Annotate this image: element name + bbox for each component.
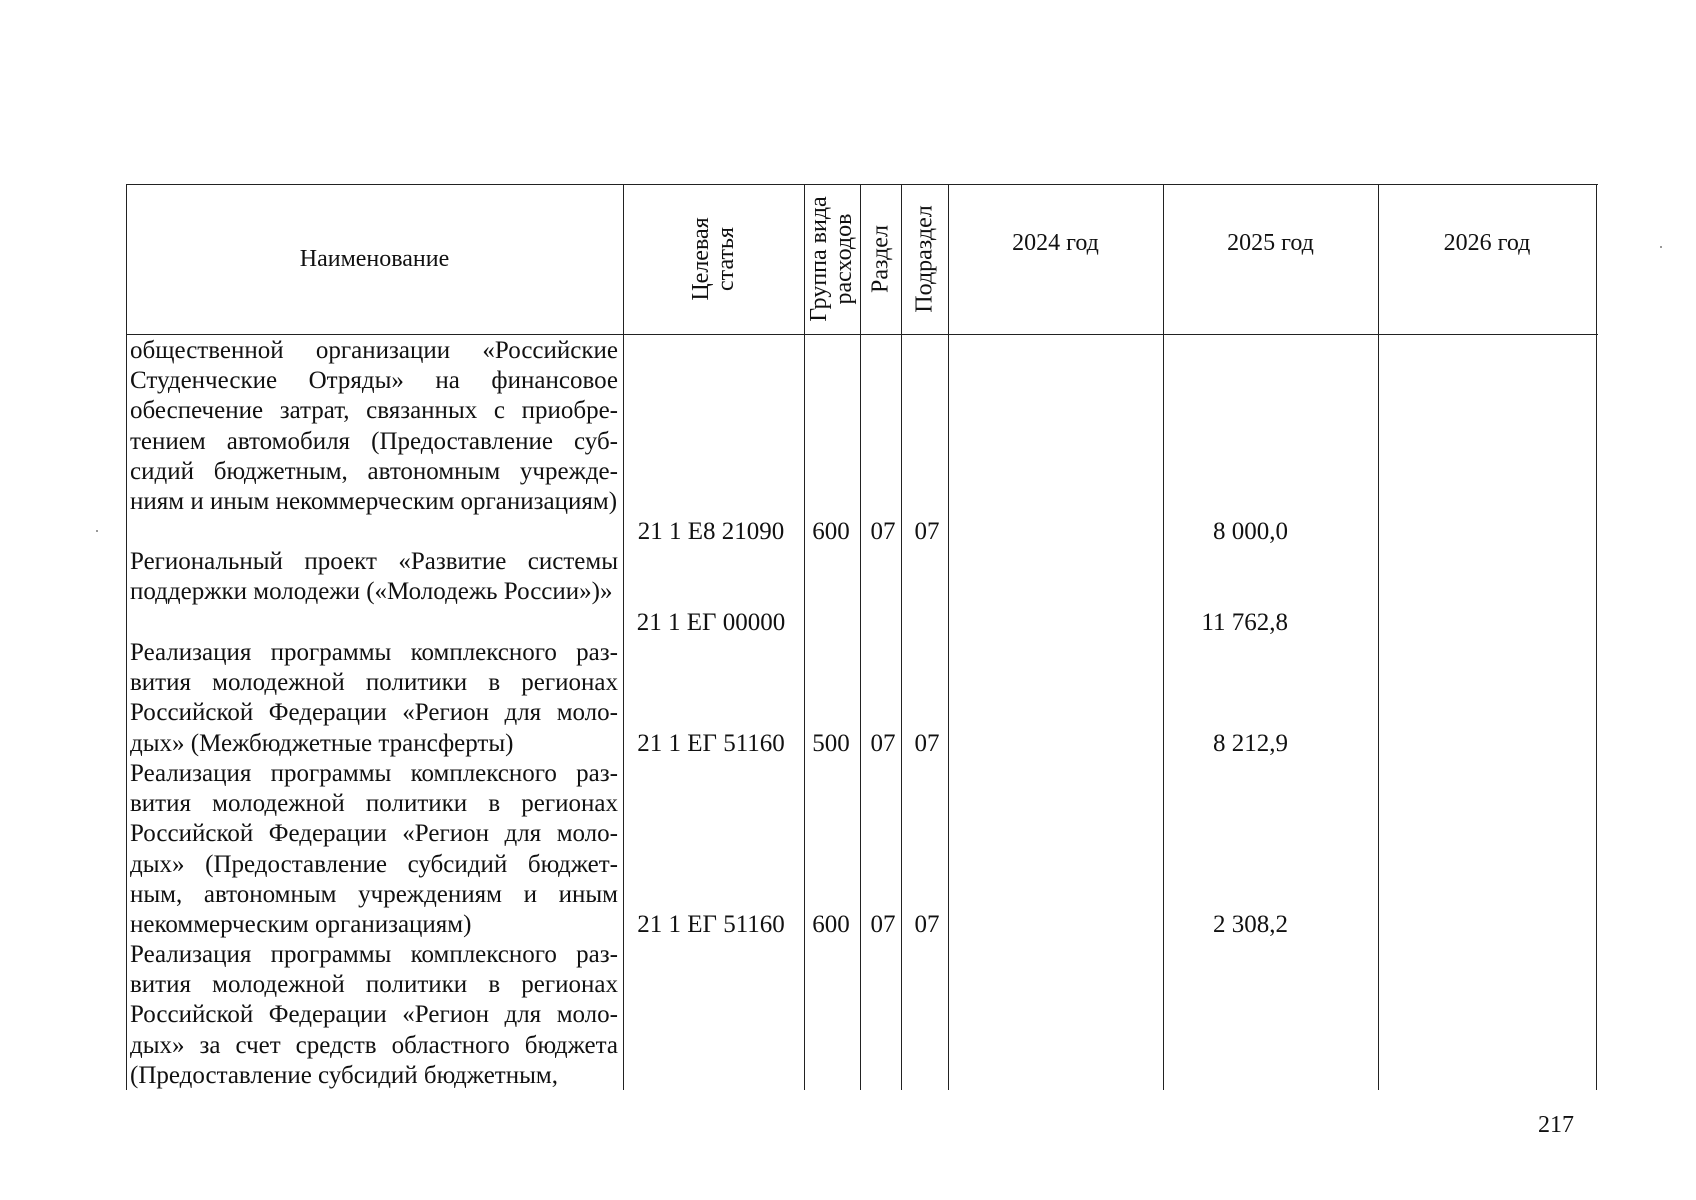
row-code: 21 1 ЕГ 00000	[636, 609, 786, 636]
header-name	[126, 184, 623, 334]
row-code: 21 1 ЕГ 51160	[637, 911, 785, 938]
header-razdel-label: Раздел	[866, 225, 893, 293]
row-razdel: 07	[870, 518, 896, 545]
scan-speck	[96, 530, 98, 532]
row-name: Реализация программы комплексного развития молодежной политики в регионах Российской Федерации «Регион для молодых» (Предоставление субсидий бюджетным, автономным учреждениям и иным некоммерческим организациям)	[130, 760, 618, 939]
header-podrazdel-label: Подраздел	[910, 205, 937, 313]
row-name: Реализация программы комплексного развития молодежной политики в регионах Российской Федерации «Регион для молодых» за счет средств областного бюджета (Предоставление субсидий бюджетным,	[130, 941, 618, 1089]
row-name: Региональный проект «Развитие системы поддержки молодежи («Молодежь России»)»	[130, 548, 618, 606]
header-code-label: Целевая статья	[687, 217, 739, 301]
table-row	[126, 759, 1598, 940]
row-group: 500	[812, 730, 850, 757]
row-code: 21 1 ЕГ 51160	[637, 730, 785, 757]
header-group-label: Группа вида расходов	[805, 196, 857, 322]
header-razdel	[860, 184, 901, 334]
row-podrazdel: 07	[914, 911, 940, 938]
row-2024: 11 762,8	[1201, 609, 1288, 636]
table-row	[126, 940, 1598, 1090]
header-name-label: Наименование	[299, 245, 450, 272]
scan-speck	[1660, 246, 1662, 248]
table-row	[126, 547, 1598, 638]
row-podrazdel: 07	[914, 730, 940, 757]
header-2025	[1163, 184, 1378, 334]
header-podrazdel	[901, 184, 948, 334]
row-razdel: 07	[870, 911, 896, 938]
row-code: 21 1 Е8 21090	[637, 518, 785, 545]
row-name: Реализация программы комплексного развития молодежной политики в регионах Российской Федерации «Регион для молодых» (Межбюджетные трансферты)	[130, 639, 618, 757]
budget-table	[126, 184, 1598, 1090]
table-row	[126, 638, 1598, 759]
row-group: 600	[812, 518, 850, 545]
header-2024	[948, 184, 1163, 334]
header-2025-label: 2025 год	[1227, 230, 1314, 256]
header-code	[623, 184, 804, 334]
header-2024-label: 2024 год	[1012, 230, 1099, 256]
row-name: общественной организации «Российские Студенческие Отряды» на финансовое обеспечение затрат, связанных с приобретением автомобиля (Предоставление субсидий бюджетным, автономным учреждениям и иным некоммерческим организациям)	[130, 337, 618, 516]
row-2024: 8 212,9	[1213, 730, 1288, 757]
page-number: 217	[1538, 1112, 1574, 1138]
table-row	[126, 336, 1598, 547]
row-2024: 2 308,2	[1213, 911, 1288, 938]
row-2024: 8 000,0	[1213, 518, 1288, 545]
header-2026	[1378, 184, 1596, 334]
row-razdel: 07	[870, 730, 896, 757]
row-group: 600	[812, 911, 850, 938]
header-2026-label: 2026 год	[1443, 230, 1531, 256]
row-podrazdel: 07	[914, 518, 940, 545]
header-group	[804, 184, 860, 334]
